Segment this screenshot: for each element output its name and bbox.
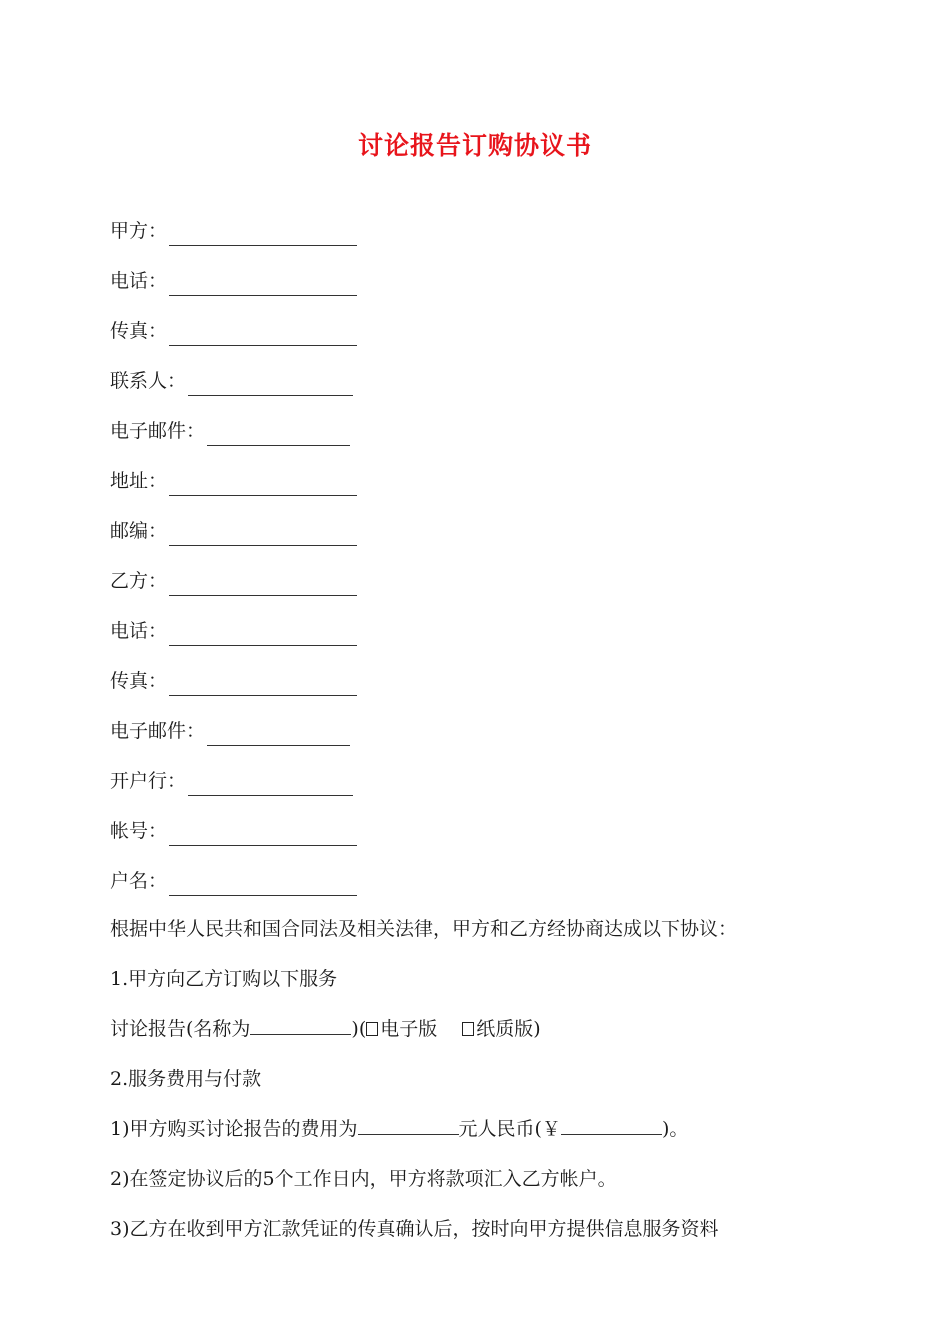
paper-checkbox[interactable] [462, 1022, 474, 1036]
payment-item-3: 3)乙方在收到甲方汇款凭证的传真确认后，按时向甲方提供信息服务资料 [110, 1218, 719, 1240]
fill-blank[interactable] [169, 673, 357, 696]
item1-suffix: )。 [661, 1118, 689, 1140]
intro-paragraph: 根据中华人民共和国合同法及相关法律，甲方和乙方经协商达成以下协议： [110, 918, 738, 940]
section-2-heading: 2.服务费用与付款 [110, 1068, 262, 1090]
fill-blank[interactable] [169, 323, 357, 346]
fill-blank[interactable] [188, 773, 353, 796]
field-label: 地址： [110, 470, 168, 492]
field-label: 甲方： [110, 220, 168, 242]
option-electronic-label: 电子版 [380, 1018, 438, 1040]
item1-prefix: 1)甲方购买讨论报告的费用为 [110, 1118, 358, 1140]
field-party-b [110, 566, 357, 596]
report-name-blank[interactable] [250, 1014, 351, 1035]
field-phone-b [110, 616, 357, 646]
field-postcode-a [110, 516, 357, 546]
field-address-a [110, 466, 357, 496]
field-label: 电话： [110, 620, 168, 642]
fill-blank[interactable] [169, 573, 357, 596]
section-1-heading: 1.甲方向乙方订购以下服务 [110, 968, 338, 990]
report-order-line [110, 1014, 541, 1044]
field-email-a [110, 416, 350, 446]
fill-blank[interactable] [169, 823, 357, 846]
report-mid: )( [351, 1018, 367, 1040]
fill-blank[interactable] [169, 523, 357, 546]
field-bank-b [110, 766, 353, 796]
field-fax-a [110, 316, 357, 346]
field-label: 户名： [110, 870, 168, 892]
field-phone-a [110, 266, 357, 296]
payment-item-1 [110, 1114, 688, 1144]
field-account-b [110, 816, 357, 846]
field-label: 乙方： [110, 570, 168, 592]
fill-blank[interactable] [207, 723, 350, 746]
fill-blank[interactable] [188, 373, 353, 396]
field-email-b [110, 716, 350, 746]
field-account-name-b [110, 866, 357, 896]
field-label: 电子邮件： [110, 720, 206, 742]
document-title: 讨论报告订购协议书 [357, 131, 592, 160]
field-label: 电话： [110, 270, 168, 292]
field-label: 帐号： [110, 820, 168, 842]
field-label: 电子邮件： [110, 420, 206, 442]
field-label: 邮编： [110, 520, 168, 542]
electronic-checkbox[interactable] [366, 1022, 378, 1036]
fill-blank[interactable] [207, 423, 350, 446]
fill-blank[interactable] [169, 873, 357, 896]
fill-blank[interactable] [169, 223, 357, 246]
item1-mid: 元人民币(￥ [458, 1118, 561, 1140]
report-prefix: 讨论报告(名称为 [110, 1018, 251, 1040]
field-label: 开户行： [110, 770, 187, 792]
field-contact-a [110, 366, 353, 396]
option-paper-label: 纸质版) [476, 1018, 541, 1040]
fill-blank[interactable] [169, 623, 357, 646]
fill-blank[interactable] [169, 273, 357, 296]
payment-item-2: 2)在签定协议后的5个工作日内，甲方将款项汇入乙方帐户。 [110, 1168, 617, 1190]
field-label: 联系人： [110, 370, 187, 392]
field-label: 传真： [110, 320, 168, 342]
fee-numeric-blank[interactable] [561, 1114, 662, 1135]
field-fax-b [110, 666, 357, 696]
fill-blank[interactable] [169, 473, 357, 496]
field-party-a [110, 216, 357, 246]
fee-amount-blank[interactable] [358, 1114, 459, 1135]
field-label: 传真： [110, 670, 168, 692]
